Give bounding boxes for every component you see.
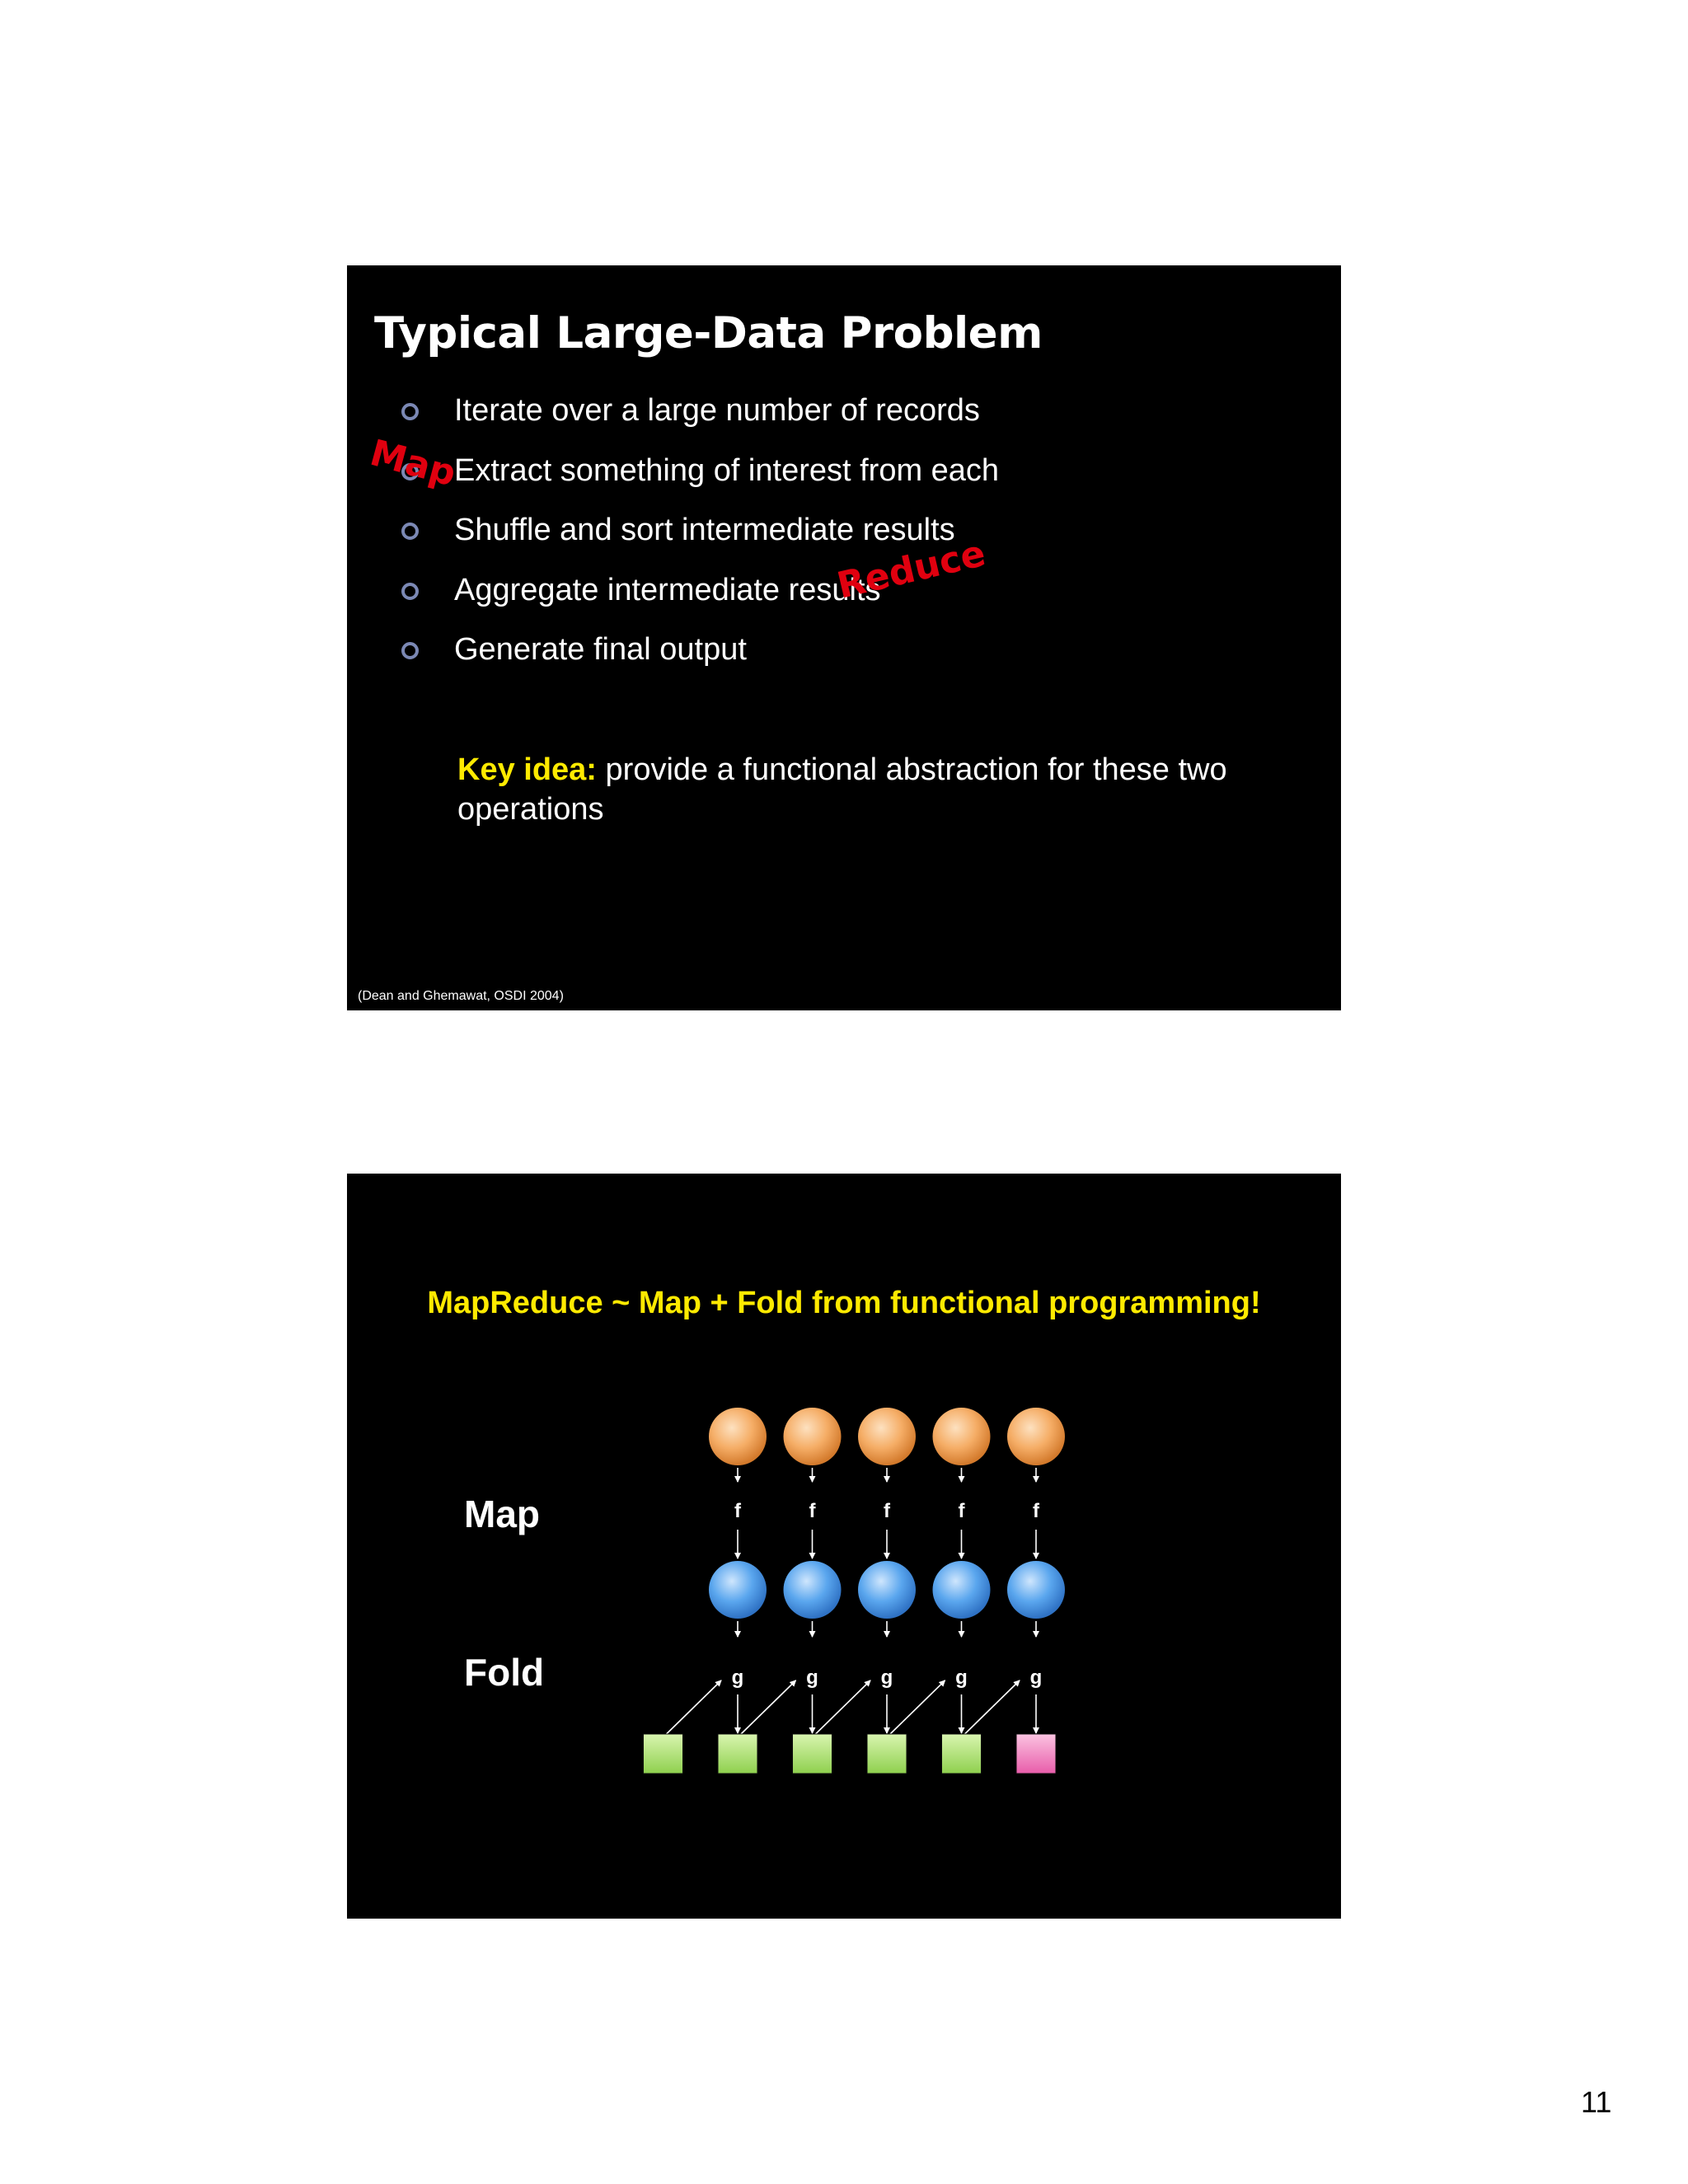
mapped-node (858, 1561, 916, 1619)
map-annotation: Map (365, 432, 461, 495)
accumulator-box (867, 1734, 907, 1774)
key-idea-body: provide a functional abstraction for these two operations (457, 752, 1227, 827)
key-idea-label: Key idea: (457, 752, 597, 787)
accumulator-box (942, 1734, 982, 1774)
result-box (1016, 1734, 1056, 1774)
input-node (709, 1408, 767, 1465)
input-node (784, 1408, 842, 1465)
bullet-circle-icon (401, 642, 419, 659)
slide-title: MapReduce ~ Map + Fold from functional programming! (427, 1286, 1261, 1320)
fold-row-label: Fold (464, 1651, 545, 1694)
accumulator-arrow (964, 1680, 1020, 1736)
input-node (858, 1408, 916, 1465)
accumulator-arrow (665, 1680, 722, 1736)
accumulator-arrow (739, 1680, 796, 1736)
map-function-label: f (884, 1500, 890, 1522)
bullet-item: Iterate over a large number of records (401, 381, 999, 441)
fold-function-label: g (806, 1666, 818, 1689)
fold-function-label: g (1029, 1666, 1043, 1689)
fold-function-label: g (955, 1666, 968, 1689)
key-idea-text (457, 750, 1249, 829)
bullet-item: Generate final output (401, 620, 999, 680)
accumulator-box (644, 1734, 683, 1774)
citation: (Dean and Ghemawat, OSDI 2004) (358, 989, 564, 1003)
bullet-circle-icon (401, 523, 419, 540)
accumulator-box (793, 1734, 832, 1774)
page-number: 11 (1581, 2085, 1612, 2119)
mapped-node (784, 1561, 842, 1619)
bullet-item: Shuffle and sort intermediate results (401, 500, 999, 560)
slide-title: Typical Large-Data Problem (374, 308, 1043, 359)
fold-function-label: g (731, 1666, 744, 1689)
bullet-item: Aggregate intermediate results (401, 560, 999, 621)
reduce-annotation: Reduce (833, 532, 990, 607)
map-function-label: f (958, 1500, 965, 1522)
fold-function-label: g (880, 1666, 893, 1689)
slide-typical-large-data-problem (347, 265, 1341, 1010)
map-function-label: f (734, 1500, 741, 1522)
map-row-label: Map (464, 1493, 540, 1535)
mapped-node (933, 1561, 991, 1619)
accumulator-arrow (814, 1680, 871, 1736)
map-function-label: f (1033, 1500, 1039, 1522)
accumulator-arrow (889, 1680, 945, 1736)
mapped-node (709, 1561, 767, 1619)
input-node (1007, 1408, 1065, 1465)
mapped-node (1007, 1561, 1065, 1619)
accumulator-box (718, 1734, 757, 1774)
bullet-list (401, 381, 999, 680)
map-function-label: f (809, 1500, 816, 1522)
bullet-circle-icon (401, 403, 419, 420)
input-node (933, 1408, 991, 1465)
slide-mapreduce-map-fold (347, 1174, 1341, 1919)
map-fold-diagram (347, 1174, 1341, 1919)
bullet-item: Extract something of interest from each (401, 441, 999, 501)
bullet-circle-icon (401, 583, 419, 600)
